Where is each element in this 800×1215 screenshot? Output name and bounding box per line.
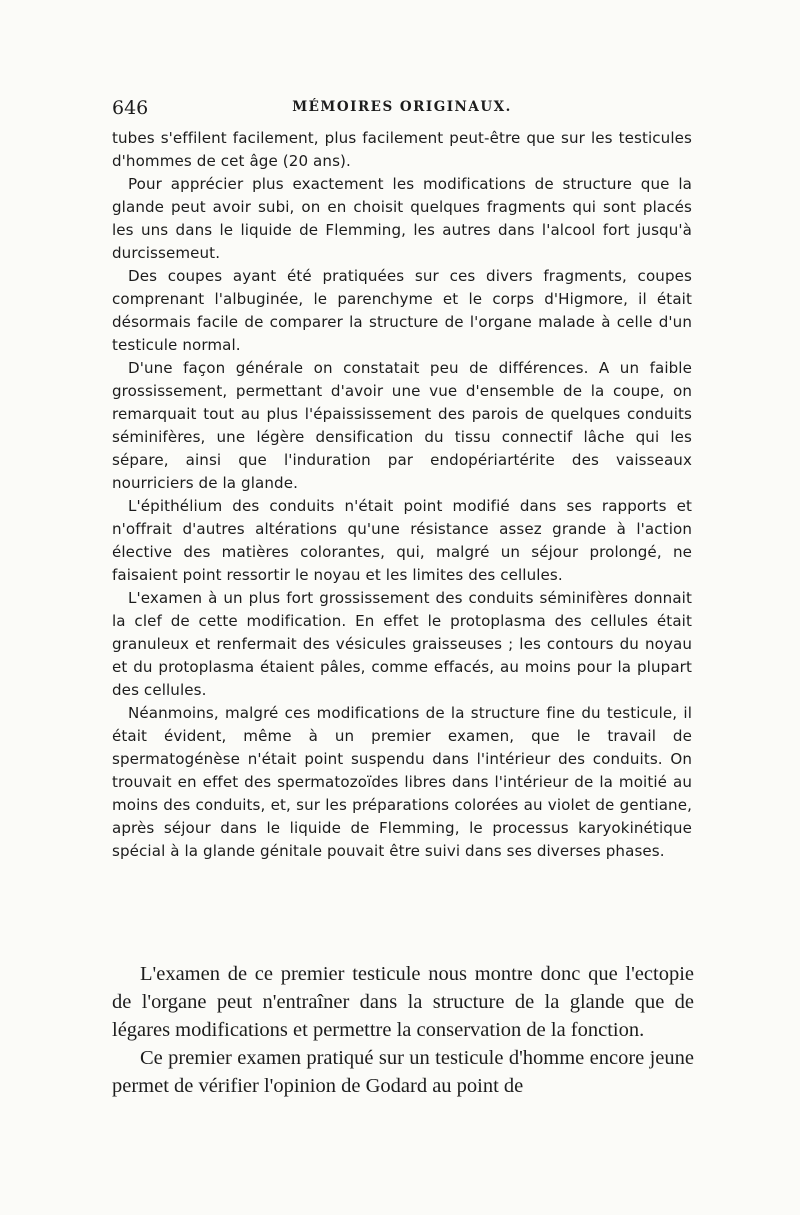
small-print-body xyxy=(112,127,692,863)
running-title: MÉMOIRES ORIGINAUX. xyxy=(292,99,512,115)
paragraph: D'une façon générale on constatait peu de différences. A un faible grossissement, permettant d'avoir une vue d'ensemble de la coupe, on remarquait tout au plus l'épaississement des parois de quelques conduits séminifères, une légère densification du tissu connectif lâche qui les sépare, ainsi que l'induration par endopériartérite des vaisseaux nourriciers de la glande. xyxy=(112,359,692,492)
paragraph: Pour apprécier plus exactement les modifications de structure que la glande peut avoir subi, on en choisit quelques fragments qui sont placés les uns dans le liquide de Flemming, les autres dans l'alcool fort jusqu'à durcissemeut. xyxy=(112,175,692,262)
page-number: 646 xyxy=(112,97,149,119)
paragraph: Des coupes ayant été pratiquées sur ces divers fragments, coupes comprenant l'albuginée, le parenchyme et le corps d'Higmore, il était désormais facile de comparer la structure de l'organe malade à celle d'un testicule normal. xyxy=(112,267,692,354)
paragraph: L'examen de ce premier testicule nous montre donc que l'ectopie de l'organe peut n'entraîner dans la structure de la glande que de légares modifications et permettre la conservation de la fonction. xyxy=(112,963,694,1041)
large-print-body xyxy=(112,960,694,1100)
paragraph: L'épithélium des conduits n'était point modifié dans ses rapports et n'offrait d'autres altérations qu'une résistance assez grande à l'action élective des matières colorantes, qui, malgré un séjour prolongé, ne faisaient point ressortir le noyau et les limites des cellules. xyxy=(112,497,692,584)
page-header xyxy=(112,97,692,123)
paragraph: Néanmoins, malgré ces modifications de la structure fine du testicule, il était évident, même à un premier examen, que le travail de spermatogénèse n'était point suspendu dans l'intérieur des conduits. On trouvait en effet des spermatozoïdes libres dans l'intérieur de la moitié au moins des conduits, et, sur les préparations colorées au violet de gentiane, après séjour dans le liquide de Flemming, le processus karyokinétique spécial à la glande génitale pouvait être suivi dans ses diverses phases. xyxy=(112,704,692,860)
paragraph: L'examen à un plus fort grossissement des conduits séminifères donnait la clef de cette modification. En effet le protoplasma des cellules était granuleux et renfermait des vésicules graisseuses ; les contours du noyau et du protoplasma étaient pâles, comme effacés, au moins pour la plupart des cellules. xyxy=(112,589,692,699)
paragraph-continuation: tubes s'effilent facilement, plus facilement peut-être que sur les testicules d'hommes de cet âge (20 ans). xyxy=(112,129,692,170)
paragraph: Ce premier examen pratiqué sur un testicule d'homme encore jeune permet de vérifier l'opinion de Godard au point de xyxy=(112,1047,694,1097)
